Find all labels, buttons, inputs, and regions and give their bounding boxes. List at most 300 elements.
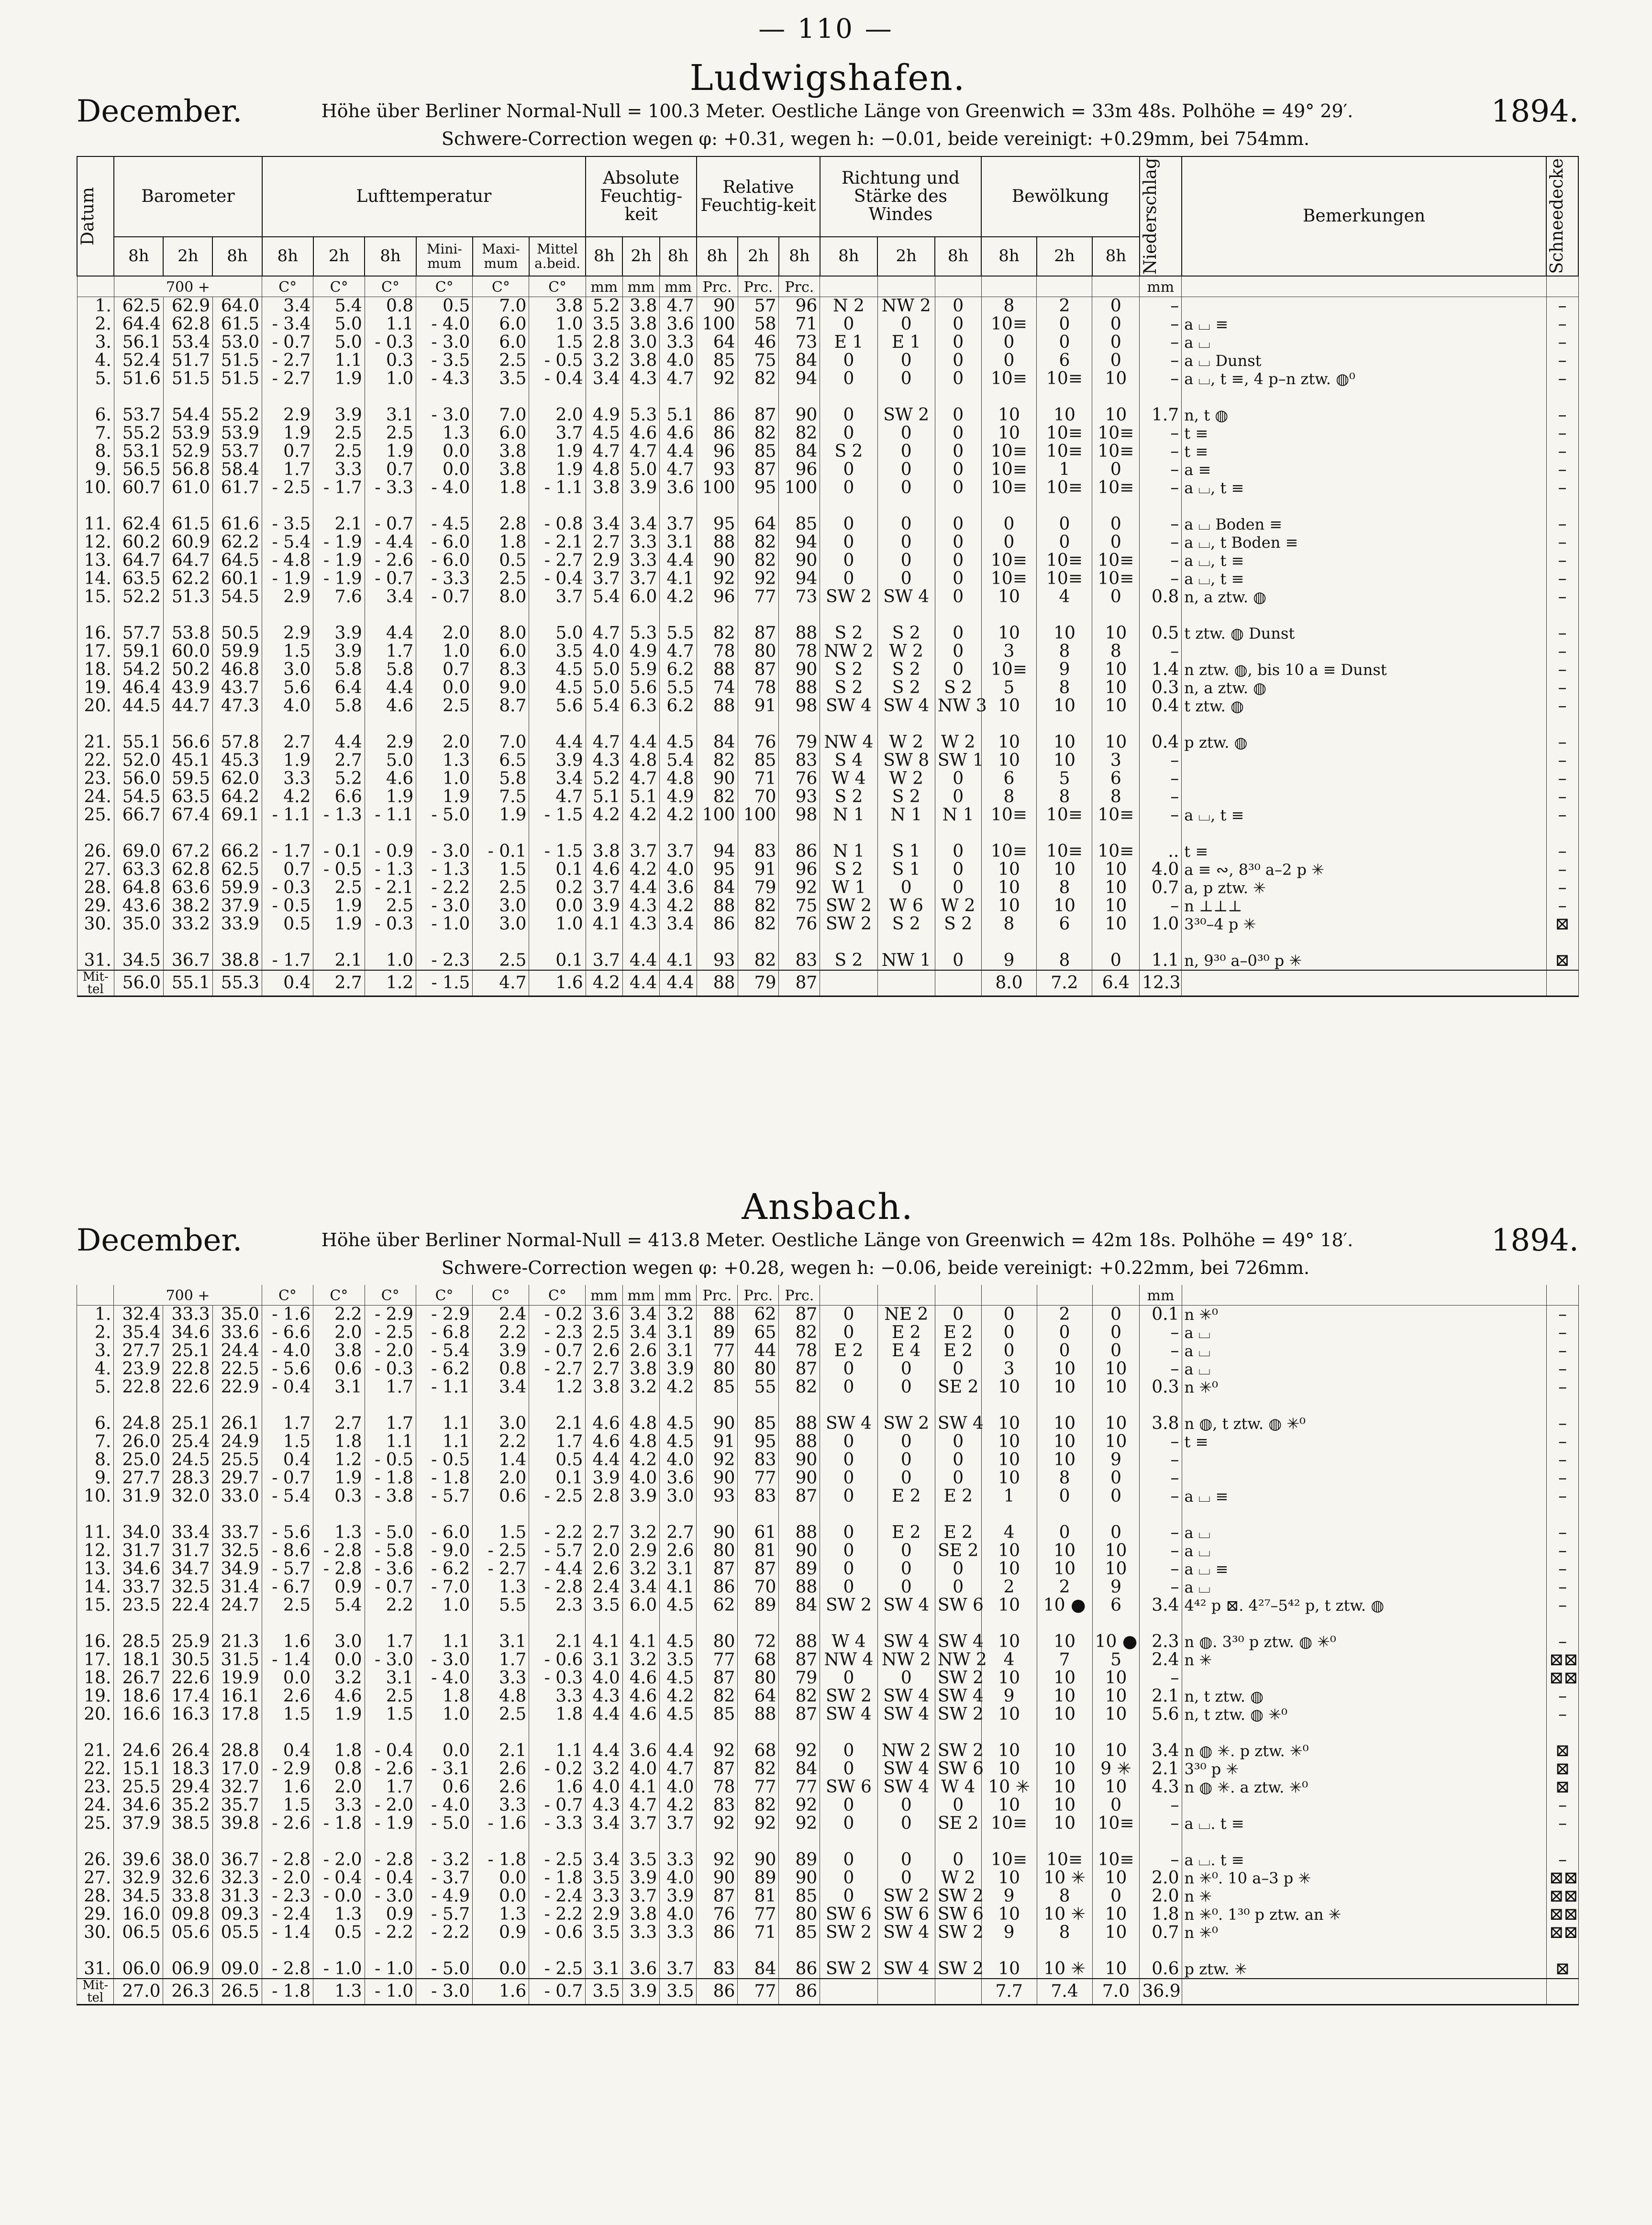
gap-cell (1546, 715, 1578, 733)
data-cell: - 1.8 (416, 1469, 472, 1487)
data-cell: 0 (820, 1887, 877, 1905)
data-cell: 77 (738, 588, 779, 606)
data-cell: SW 2 (820, 1596, 877, 1615)
data-cell: 3.9 (586, 897, 622, 915)
unit-cell: C° (473, 1285, 529, 1306)
gap-cell (473, 1724, 529, 1742)
data-cell: 0 (935, 370, 981, 388)
data-cell: 32.3 (212, 1869, 262, 1887)
data-cell: 23.9 (114, 1360, 163, 1378)
data-cell: - 1.0 (365, 1960, 416, 1979)
data-cell: – (1546, 370, 1578, 388)
data-cell: 61 (738, 1524, 779, 1542)
gap-cell (1547, 1615, 1579, 1633)
gap-cell (697, 497, 738, 515)
data-cell: 4.4 (586, 1705, 622, 1724)
remark-cell: a ⌴ Dunst (1182, 352, 1546, 370)
data-cell: 10 (1092, 1705, 1140, 1724)
data-cell: – (1547, 1578, 1579, 1596)
data-cell: – (1547, 1487, 1579, 1505)
data-cell: – (1140, 370, 1182, 388)
gap-cell (416, 497, 473, 515)
data-cell: 0 (935, 1560, 981, 1578)
table-row (77, 1796, 1579, 1815)
data-cell: 45.1 (163, 752, 212, 770)
remark-cell: n ◍, t ztw. ◍ ✳⁰ (1182, 1415, 1547, 1433)
data-cell: 10 (1037, 1360, 1092, 1378)
data-cell: 89 (779, 1851, 820, 1869)
data-cell: 3.0 (660, 1487, 697, 1505)
data-cell: – (1140, 752, 1182, 770)
gap-cell (1037, 1833, 1092, 1851)
data-cell: N 1 (820, 842, 877, 861)
mean-cell: 7.4 (1037, 1979, 1092, 2005)
remark-cell: n ◍ ✳. a ztw. ✳⁰ (1182, 1778, 1547, 1796)
data-cell: 2.9 (586, 552, 622, 570)
table-row (77, 1960, 1579, 1979)
subheader-t8: 8h (697, 237, 738, 276)
data-cell: – (1140, 352, 1182, 370)
data-cell: 10 (1037, 1378, 1092, 1396)
data-cell: 1.7 (262, 461, 313, 479)
data-cell: 2.0 (1140, 1887, 1182, 1905)
gap-cell (529, 1724, 586, 1742)
data-cell: – (1547, 1542, 1579, 1560)
data-cell: 59.9 (212, 879, 262, 897)
gap-cell (114, 1833, 163, 1851)
remark-cell: a ⌴, t ≡, 4 p–n ztw. ◍⁰ (1182, 370, 1546, 388)
data-cell: 4.6 (622, 1687, 659, 1705)
data-cell: 09.8 (163, 1905, 212, 1924)
data-cell: 88 (697, 661, 738, 679)
gap-cell (1037, 1942, 1092, 1960)
gap-cell (1182, 497, 1546, 515)
data-cell: - 3.2 (416, 1851, 472, 1869)
data-cell: – (1546, 879, 1578, 897)
data-cell: – (1140, 1524, 1182, 1542)
data-cell: 88 (738, 1705, 779, 1724)
gap-cell (1140, 1724, 1182, 1742)
data-cell: - 1.3 (365, 861, 416, 879)
data-cell: 92 (697, 370, 738, 388)
data-cell: - 8.6 (262, 1542, 313, 1560)
data-cell: 10 ✳ (1037, 1960, 1092, 1979)
data-cell: 0 (935, 588, 981, 606)
data-cell: 91 (738, 697, 779, 715)
data-cell: 1.1 (365, 1433, 416, 1451)
data-cell: 9 (981, 1924, 1037, 1942)
gap-cell (586, 1615, 622, 1633)
data-cell: 9 (1092, 1578, 1140, 1596)
data-cell: 2.5 (262, 1596, 313, 1615)
data-cell: 0 (820, 1669, 877, 1687)
data-cell: 10≡ (1037, 570, 1092, 588)
data-cell: – (1546, 770, 1578, 788)
data-cell: 54.4 (163, 406, 212, 424)
data-cell: 82 (738, 1760, 779, 1778)
data-cell: 0 (1037, 1342, 1092, 1360)
data-cell: 10 (1092, 661, 1140, 679)
data-cell: 4.2 (660, 806, 697, 824)
data-cell: 10 (1092, 1778, 1140, 1796)
data-cell: 06.5 (114, 1924, 163, 1942)
data-cell: 87 (738, 624, 779, 642)
data-cell: 4 (981, 1524, 1037, 1542)
remark-cell: a ⌴ (1182, 1342, 1547, 1360)
station-title: Ludwigshafen. (689, 57, 966, 99)
data-cell: 3.9 (586, 1469, 622, 1487)
data-cell: 1.8 (416, 1687, 472, 1705)
data-cell: .. (1140, 842, 1182, 861)
row-date: 19. (77, 1687, 114, 1705)
data-cell: 82 (697, 788, 738, 806)
data-cell: 1.0 (416, 1705, 472, 1724)
gap-cell (586, 933, 622, 952)
subheader-t8: 8h (779, 237, 820, 276)
data-cell: 0 (877, 1378, 935, 1396)
data-cell: E 2 (877, 1487, 935, 1505)
data-cell: – (1547, 1306, 1579, 1324)
gap-cell (935, 1942, 981, 1960)
data-cell: 61.0 (163, 479, 212, 497)
data-cell: 34.5 (114, 952, 163, 970)
data-cell: 10 (981, 752, 1037, 770)
unit-cell (935, 276, 981, 297)
data-cell: 0 (820, 315, 877, 333)
data-cell: 10 (1092, 1542, 1140, 1560)
data-cell: 93 (697, 952, 738, 970)
unit-cell (1092, 276, 1140, 297)
data-cell: – (1547, 1633, 1579, 1651)
gap-cell (779, 606, 820, 624)
data-cell: NW 4 (820, 733, 877, 752)
data-cell: 4.6 (365, 697, 416, 715)
data-cell: 4.6 (586, 861, 622, 879)
data-cell: 87 (779, 1306, 820, 1324)
row-date: 16. (77, 1633, 114, 1651)
data-cell: S 2 (820, 861, 877, 879)
data-cell: SW 2 (935, 1742, 981, 1760)
remark-cell (1182, 1669, 1547, 1687)
data-cell: 2.8 (586, 333, 622, 352)
data-cell: 0 (820, 1306, 877, 1324)
data-cell: 0 (877, 1451, 935, 1469)
row-date: 5. (77, 370, 114, 388)
gap-cell (163, 824, 212, 842)
gap-cell (660, 933, 697, 952)
data-cell: - 7.0 (416, 1578, 472, 1596)
gap-cell (1092, 1942, 1140, 1960)
data-cell: 3.2 (622, 1378, 659, 1396)
data-cell: 4.3 (586, 1687, 622, 1705)
data-cell: 0.9 (473, 1924, 529, 1942)
data-cell: 10 (1092, 861, 1140, 879)
gap-cell (877, 715, 935, 733)
gap-cell (473, 388, 529, 406)
gap-cell (1092, 1724, 1140, 1742)
data-cell: 10≡ (1037, 842, 1092, 861)
data-cell: 0 (820, 1869, 877, 1887)
data-cell: – (1140, 424, 1182, 443)
gap-cell (660, 1724, 697, 1742)
data-cell: 56.1 (114, 333, 163, 352)
data-cell: SW 2 (877, 1887, 935, 1905)
data-cell: 0 (877, 1560, 935, 1578)
data-cell: 25.0 (114, 1451, 163, 1469)
gap-cell (473, 497, 529, 515)
table-row (77, 1815, 1579, 1833)
data-cell: 85 (779, 1887, 820, 1905)
data-cell: 2.0 (313, 1778, 365, 1796)
data-cell: 80 (697, 1360, 738, 1378)
unit-cell: mm (622, 1285, 659, 1306)
row-gap (77, 1724, 1579, 1742)
data-cell: 84 (779, 352, 820, 370)
data-cell: 3.6 (660, 1469, 697, 1487)
data-cell: 25.1 (163, 1415, 212, 1433)
data-cell: 33.4 (163, 1524, 212, 1542)
data-cell: 26.0 (114, 1433, 163, 1451)
data-cell: 88 (779, 1524, 820, 1542)
data-cell: 82 (738, 952, 779, 970)
data-cell: 51.6 (114, 370, 163, 388)
gap-cell (77, 1615, 114, 1633)
data-cell: 10 (981, 1469, 1037, 1487)
data-cell: 4.3 (586, 752, 622, 770)
data-cell: 32.9 (114, 1869, 163, 1887)
gap-cell (1547, 1833, 1579, 1851)
data-cell: 0.0 (473, 1869, 529, 1887)
data-cell: – (1546, 752, 1578, 770)
data-cell: - 2.3 (416, 952, 473, 970)
data-cell: 1.1 (1140, 952, 1182, 970)
data-cell: ⊠⊠ (1547, 1905, 1579, 1924)
data-cell: 87 (697, 1669, 738, 1687)
data-cell: 92 (697, 1742, 738, 1760)
data-cell: 1.1 (416, 1433, 472, 1451)
table-row (77, 1596, 1579, 1615)
data-cell: 5.0 (586, 679, 622, 697)
data-cell: 0 (935, 352, 981, 370)
data-cell: 2.4 (586, 1578, 622, 1596)
data-cell: - 3.5 (416, 352, 473, 370)
data-cell: 38.2 (163, 897, 212, 915)
data-cell: - 0.3 (365, 1360, 416, 1378)
data-cell: 5.6 (529, 697, 586, 715)
data-cell: 4.2 (660, 897, 697, 915)
data-cell: - 2.5 (529, 1487, 586, 1505)
data-cell: 1.7 (1140, 406, 1182, 424)
data-cell: 83 (738, 1487, 779, 1505)
data-cell: – (1547, 1796, 1579, 1815)
data-cell: 10 (981, 1542, 1037, 1560)
row-date: 15. (77, 588, 114, 606)
remark-cell: n ◍. 3³⁰ p ztw. ◍ ✳⁰ (1182, 1633, 1547, 1651)
data-cell: 5.0 (529, 624, 586, 642)
data-cell: – (1140, 1669, 1182, 1687)
data-cell: 6.3 (622, 697, 659, 715)
weather-table (77, 156, 1579, 997)
data-cell: 2.5 (365, 897, 416, 915)
data-cell: 10 ✳ (1037, 1869, 1092, 1887)
gap-cell (1092, 497, 1140, 515)
data-cell: 0 (935, 333, 981, 352)
gap-cell (212, 606, 262, 624)
data-cell: - 2.5 (262, 479, 313, 497)
data-cell: 3.1 (660, 1324, 697, 1342)
data-cell: 51.5 (212, 352, 262, 370)
data-cell: 1.3 (473, 1905, 529, 1924)
data-cell: - 6.6 (262, 1324, 313, 1342)
data-cell: 33.0 (212, 1487, 262, 1505)
data-cell: - 2.1 (529, 533, 586, 552)
data-cell: 3.7 (622, 1815, 659, 1833)
data-cell: 1.9 (262, 752, 313, 770)
data-cell: 63.5 (163, 788, 212, 806)
data-cell: 0 (820, 1815, 877, 1833)
data-cell: 69.1 (212, 806, 262, 824)
gap-cell (1037, 388, 1092, 406)
subheader-t8: 8h (114, 237, 163, 276)
data-cell: 6.5 (473, 752, 529, 770)
data-cell: 0 (935, 315, 981, 333)
gap-cell (212, 388, 262, 406)
row-date: 10. (77, 479, 114, 497)
row-date: 23. (77, 770, 114, 788)
data-cell: 4.0 (622, 1469, 659, 1487)
data-cell: 4.7 (660, 370, 697, 388)
gap-cell (877, 1615, 935, 1633)
data-cell: 87 (697, 1760, 738, 1778)
data-cell: 17.0 (212, 1760, 262, 1778)
gap-cell (697, 388, 738, 406)
data-cell: - 1.9 (365, 1815, 416, 1833)
data-cell: 4.1 (586, 1633, 622, 1651)
gap-cell (586, 497, 622, 515)
data-cell: - 1.9 (313, 533, 365, 552)
col-abs-feuchtigkeit: Absolute Feuchtig-keit (586, 156, 697, 237)
row-gap (77, 1505, 1579, 1524)
data-cell: 67.2 (163, 842, 212, 861)
data-cell: – (1140, 1851, 1182, 1869)
data-cell: SW 8 (877, 752, 935, 770)
data-cell: 33.7 (212, 1524, 262, 1542)
data-cell: 69.0 (114, 842, 163, 861)
unit-cell (1547, 1285, 1579, 1306)
data-cell: - 1.8 (473, 1851, 529, 1869)
data-cell: 0 (820, 1524, 877, 1542)
gap-cell (77, 1833, 114, 1851)
data-cell: 3.3 (660, 333, 697, 352)
data-cell: 10≡ (1037, 552, 1092, 570)
data-cell: - 3.3 (365, 479, 416, 497)
data-cell: 0 (820, 570, 877, 588)
data-cell: 5.2 (586, 297, 622, 315)
data-cell: 5.3 (622, 406, 659, 424)
gap-cell (114, 1724, 163, 1742)
data-cell: 94 (779, 533, 820, 552)
col-wind: Richtung und Stärke des Windes (820, 156, 981, 237)
data-cell: 4.7 (660, 297, 697, 315)
data-cell: 8 (981, 297, 1037, 315)
data-cell: 63.5 (114, 570, 163, 588)
gap-cell (935, 1615, 981, 1633)
data-cell: 4.6 (313, 1687, 365, 1705)
data-cell: 5.1 (586, 788, 622, 806)
data-cell: 4.5 (660, 1433, 697, 1451)
data-cell: 0 (935, 552, 981, 570)
data-cell: 92 (779, 1815, 820, 1833)
data-cell: 3.1 (365, 1669, 416, 1687)
gap-cell (529, 933, 586, 952)
data-cell: 86 (697, 1578, 738, 1596)
data-cell: 3.1 (586, 1651, 622, 1669)
gap-cell (114, 388, 163, 406)
mean-cell: 4.7 (473, 970, 529, 996)
gap-cell (981, 497, 1037, 515)
gap-cell (779, 1615, 820, 1633)
data-cell: 0.0 (416, 461, 473, 479)
data-cell: 77 (779, 1778, 820, 1796)
data-cell: 90 (697, 770, 738, 788)
year-label: 1894. (1491, 94, 1579, 129)
data-cell: 0.6 (473, 1487, 529, 1505)
gap-cell (877, 1724, 935, 1742)
data-cell: 94 (697, 842, 738, 861)
row-date: 20. (77, 1705, 114, 1724)
data-cell: 18.1 (114, 1651, 163, 1669)
gap-cell (262, 388, 313, 406)
data-cell: 29.4 (163, 1778, 212, 1796)
data-cell: 32.4 (114, 1306, 163, 1324)
data-cell: – (1547, 1378, 1579, 1396)
data-cell: SW 6 (935, 1596, 981, 1615)
data-cell: 70 (738, 788, 779, 806)
data-cell: 88 (697, 897, 738, 915)
data-cell: 60.7 (114, 479, 163, 497)
data-cell: 10 (1092, 1905, 1140, 1924)
row-gap (77, 388, 1578, 406)
data-cell: 2.1 (313, 952, 365, 970)
gap-cell (1182, 933, 1546, 952)
data-cell: 64 (697, 333, 738, 352)
data-cell: 10 (1092, 1433, 1140, 1451)
data-cell: 4.4 (622, 879, 659, 897)
data-cell: 78 (779, 1342, 820, 1360)
data-cell: 56.6 (163, 733, 212, 752)
data-cell: - 1.8 (529, 1869, 586, 1887)
data-cell: - 2.5 (529, 1960, 586, 1979)
gap-cell (877, 824, 935, 842)
data-cell: 16.6 (114, 1705, 163, 1724)
data-cell: 1.8 (529, 1705, 586, 1724)
remark-cell (1182, 1469, 1547, 1487)
data-cell: 0 (935, 842, 981, 861)
mean-cell: 1.6 (473, 1979, 529, 2005)
data-cell: 71 (738, 1924, 779, 1942)
gap-cell (77, 715, 114, 733)
data-cell: 0.4 (262, 1451, 313, 1469)
data-cell: 0 (935, 624, 981, 642)
gap-cell (622, 606, 659, 624)
data-cell: 1.6 (262, 1633, 313, 1651)
gap-cell (981, 606, 1037, 624)
data-cell: 9.0 (473, 679, 529, 697)
mean-cell: 86 (779, 1979, 820, 2005)
data-cell: 4.7 (660, 642, 697, 661)
gap-cell (1092, 606, 1140, 624)
gap-cell (622, 1833, 659, 1851)
